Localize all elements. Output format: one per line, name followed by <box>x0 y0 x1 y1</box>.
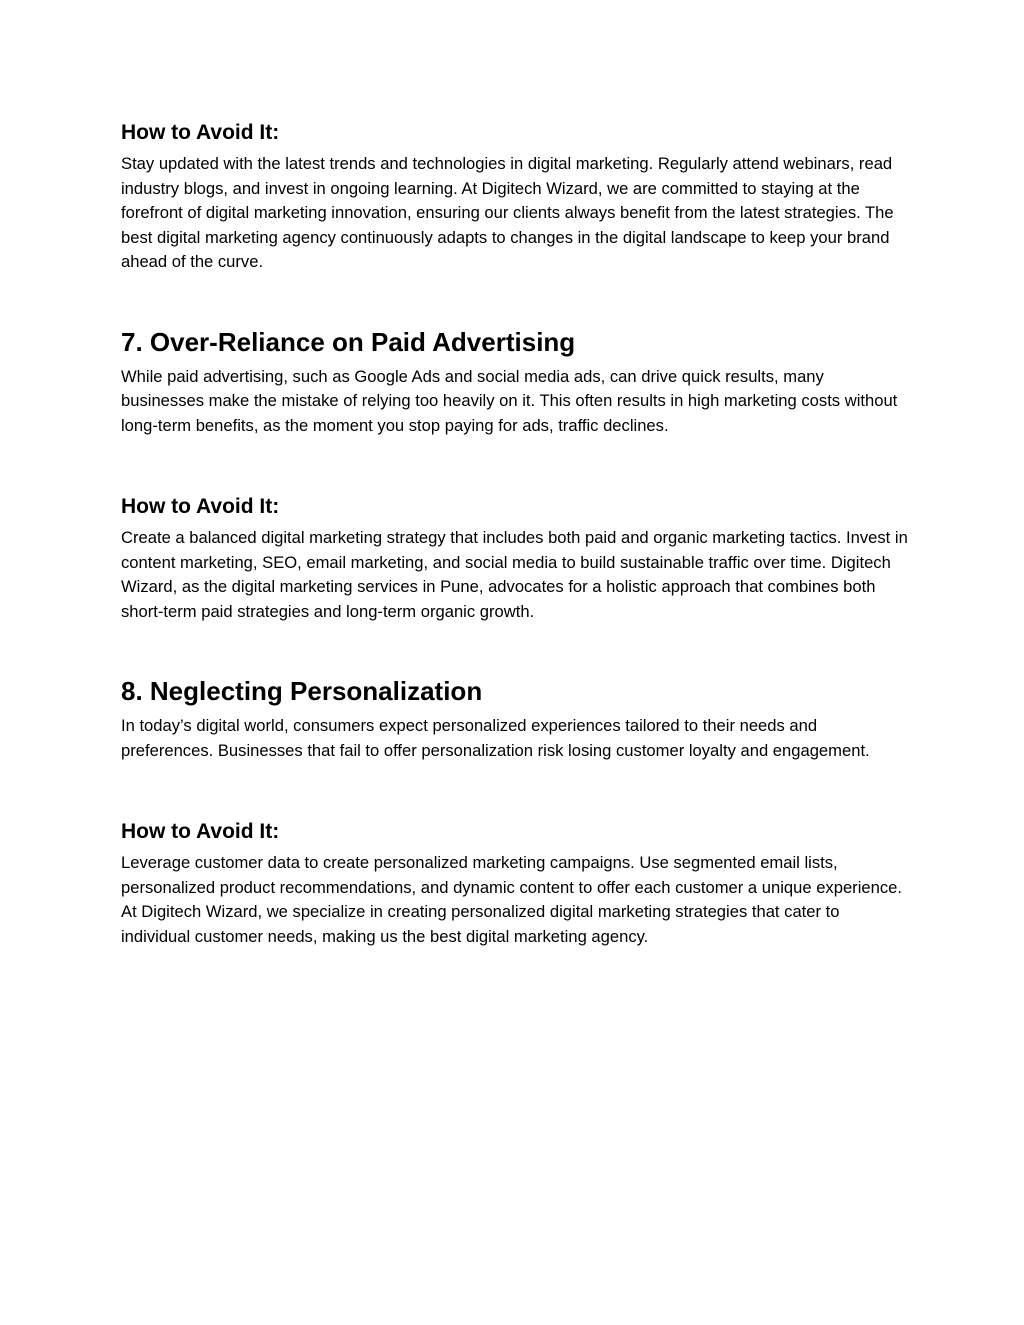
section-heading: 7. Over-Reliance on Paid Advertising <box>121 326 576 357</box>
section-paragraph: Create a balanced digital marketing strategy that includes both paid and organic marketing tactics. Invest in content marketing, SEO, email marketing, and social media to build sustainable traffic over time. Digitech Wizard, as the digital marketing services in Pune, advocates for a holistic approach that combines both short-term paid strategies and long-term organic growth. <box>121 528 908 621</box>
section-paragraph: Stay updated with the latest trends and technologies in digital marketing. Regularly attend webinars, read industry blogs, and invest in ongoing learning. At Digitech Wizard, we are committed to staying at the forefront of digital marketing innovation, ensuring our clients always benefit from the latest strategies. The best digital marketing agency continuously adapts to changes in the digital landscape to keep your brand ahead of the curve. <box>121 154 894 271</box>
mistake-section-8 <box>121 674 911 763</box>
document-page <box>121 118 911 949</box>
section-heading: 8. Neglecting Personalization <box>121 676 483 706</box>
avoid-section-6 <box>121 118 911 275</box>
section-heading: How to Avoid It: <box>121 121 280 144</box>
section-heading: How to Avoid It: <box>121 820 280 843</box>
section-paragraph: Leverage customer data to create personalized marketing campaigns. Use segmented email lists, personalized product recommendations, and dynamic content to offer each customer a unique experience. At Digitech Wizard, we specialize in creating personalized digital marketing strategies that cater to individual customer needs, making us the best digital marketing agency. <box>121 853 902 946</box>
avoid-section-7 <box>121 492 911 624</box>
avoid-section-8 <box>121 817 911 949</box>
section-paragraph: In today’s digital world, consumers expect personalized experiences tailored to their needs and preferences. Businesses that fail to offer personalization risk losing customer loyalty and engagement. <box>121 716 870 760</box>
section-paragraph: While paid advertising, such as Google Ads and social media ads, can drive quick results, many businesses make the mistake of relying too heavily on it. This often results in high marketing costs without long-term benefits, as the moment you stop paying for ads, traffic declines. <box>121 366 898 435</box>
mistake-section-7 <box>121 325 911 439</box>
section-heading: How to Avoid It: <box>121 495 280 518</box>
